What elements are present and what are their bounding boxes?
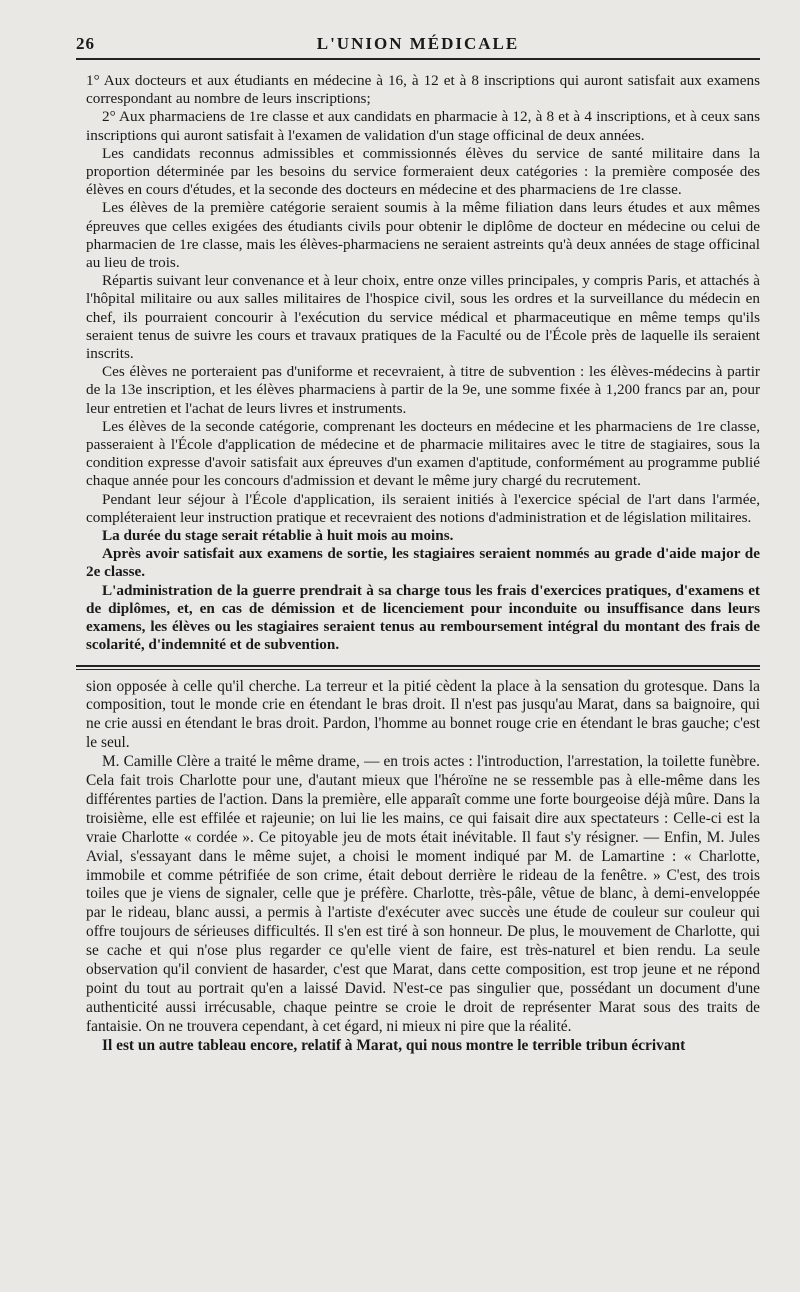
journal-title: L'UNION MÉDICALE (316, 34, 520, 53)
paragraph: L'administration de la guerre prendrait à sa charge tous les frais d'exercices pratiques, d'examens et de diplômes, et, en cas de démission et de licenciement pour inconduite ou insuffisance dans leurs examens, les élèves ou les stagiaires seraient tenus au remboursement intégral du montant des frais de scolarité, d'indemnité et de subvention. (86, 581, 760, 654)
feuilleton-article (86, 678, 760, 1056)
paragraph: 2° Aux pharmaciens de 1re classe et aux candidats en pharmacie à 12, à 8 et à 4 inscriptions, et à ceux sans inscriptions qui auront satisfait à l'examen de validation d'un stage officinal de deux années. (86, 108, 760, 144)
section-divider (76, 665, 760, 670)
paragraph: 1° Aux docteurs et aux étudiants en médecine à 16, à 12 et à 8 inscriptions qui auront satisfait aux examens correspondant au nombre de leurs inscriptions; (86, 72, 760, 108)
paragraph: Les élèves de la première catégorie seraient soumis à la même filiation dans leurs études et aux mêmes épreuves que celles exigées des étudiants civils pour obtenir le diplôme de docteur en médecine ou celui de pharmacien de 1re classe, mais les élèves-pharmaciens ne seraient astreints qu'à deux années de stage officinal au lieu de trois. (86, 199, 760, 272)
paragraph: Les élèves de la seconde catégorie, comprenant les docteurs en médecine et les pharmaciens de 1re classe, passeraient à l'École d'application de médecine et de pharmacie militaires avec le titre de stagiaires, sous la condition expresse d'avoir satisfait aux épreuves d'un examen d'aptitude, conformément au programme publié chaque année pour les concours d'admission et devant le même jury chargé du recrutement. (86, 417, 760, 490)
paragraph: Pendant leur séjour à l'École d'application, ils seraient initiés à l'exercice spécial de l'art dans l'armée, compléteraient leur instruction pratique et recevraient des notions d'administration et de législation militaires. (86, 490, 760, 526)
paragraph: La durée du stage serait rétablie à huit mois au moins. (102, 527, 454, 545)
page-header (76, 34, 760, 60)
page-number: 26 (76, 34, 95, 53)
paragraph: Les candidats reconnus admissibles et commissionnés élèves du service de santé militaire dans la proportion déterminée par les besoins du service formeraient deux catégories : la première composée des élèves en cours d'études, et la seconde des docteurs en médecine et des pharmaciens de 1re classe. (86, 144, 760, 199)
paragraph: sion opposée à celle qu'il cherche. La terreur et la pitié cèdent la place à la sensation du grotesque. Dans la composition, tout le monde crie en étendant le bras droit. Il n'est pas jusqu'au Marat, dans sa baignoire, qui ne crie aussi en étendant le bras droit. Pardon, l'homme au bonnet rouge crie en étendant le bras gauche; c'est le seul. (86, 677, 760, 752)
paragraph: Après avoir satisfait aux examens de sortie, les stagiaires seraient nommés au grade d'aide major de 2e classe. (86, 545, 760, 581)
upper-article (86, 72, 760, 655)
paragraph: M. Camille Clère a traité le même drame, — en trois actes : l'introduction, l'arrestation, la toilette funèbre. Cela fait trois Charlotte pour une, d'autant mieux que l'héroïne ne se ressemble pas à elle-même dans les différentes parties de l'action. Dans la première, elle apparaît comme une forte bourgeoise déjà mûre. Dans la troisième, elle est effilée et rajeunie; on lui lie les mains, ce qui faisait dire aux spectateurs : Celle-ci est la vraie Charlotte « cordée ». Ce pitoyable jeu de mots était inévitable. Il faut s'y résigner. — Enfin, M. Jules Avial, s'essayant dans le même sujet, a choisi le moment indiqué par M. de Lamartine : « Charlotte, immobile et comme pétrifiée de son crime, était debout derrière le rideau de la fenêtre. » C'est, des trois toiles que je viens de signaler, celle que je préfère. Charlotte, très-pâle, vêtue de blanc, à demi-enveloppée par le rideau, blanc aussi, a permis à l'artiste d'exécuter avec succès une étude de couleur sur couleur qui offre toujours de sérieuses difficultés. Il s'en est tiré à son honneur. De plus, le mouvement de Charlotte, qui se cache et qui n'ose plus regarder ce qu'elle vient de faire, est très-naturel et bien rendu. La seule observation qu'il convient de hasarder, c'est que Marat, dans cette composition, est trop jeune et ne répond point du tout au portrait qu'en a laissé David. N'est-ce pas singulier que, possédant un document d'une authenticité aussi irrécusable, chaque peintre se croie le droit de représenter Marat sous des traits de fantaisie. On ne trouvera cependant, à cet égard, ni mieux ni pire que la réalité. (86, 753, 760, 1035)
paragraph: Il est un autre tableau encore, relatif à Marat, qui nous montre le terrible tribun écrivant (102, 1036, 686, 1054)
paragraph: Répartis suivant leur convenance et à leur choix, entre onze villes principales, y compris Paris, et attachés à l'hôpital militaire ou aux salles militaires de l'hospice civil, sous les ordres et la surveillance du médecin en chef, ils pourraient concourir à l'exécution du service médical et pharmaceutique en même temps qu'ils seraient tenus de suivre les cours et travaux pratiques de la Faculté ou de l'École près de laquelle ils seraient inscrits. (86, 272, 760, 363)
paragraph: Ces élèves ne porteraient pas d'uniforme et recevraient, à titre de subvention : les élèves-médecins à partir de la 13e inscription, et les élèves pharmaciens à partir de la 9e, une somme fixée à 1,200 francs par an, pour leur entretien et l'achat de leurs livres et instruments. (86, 363, 760, 417)
